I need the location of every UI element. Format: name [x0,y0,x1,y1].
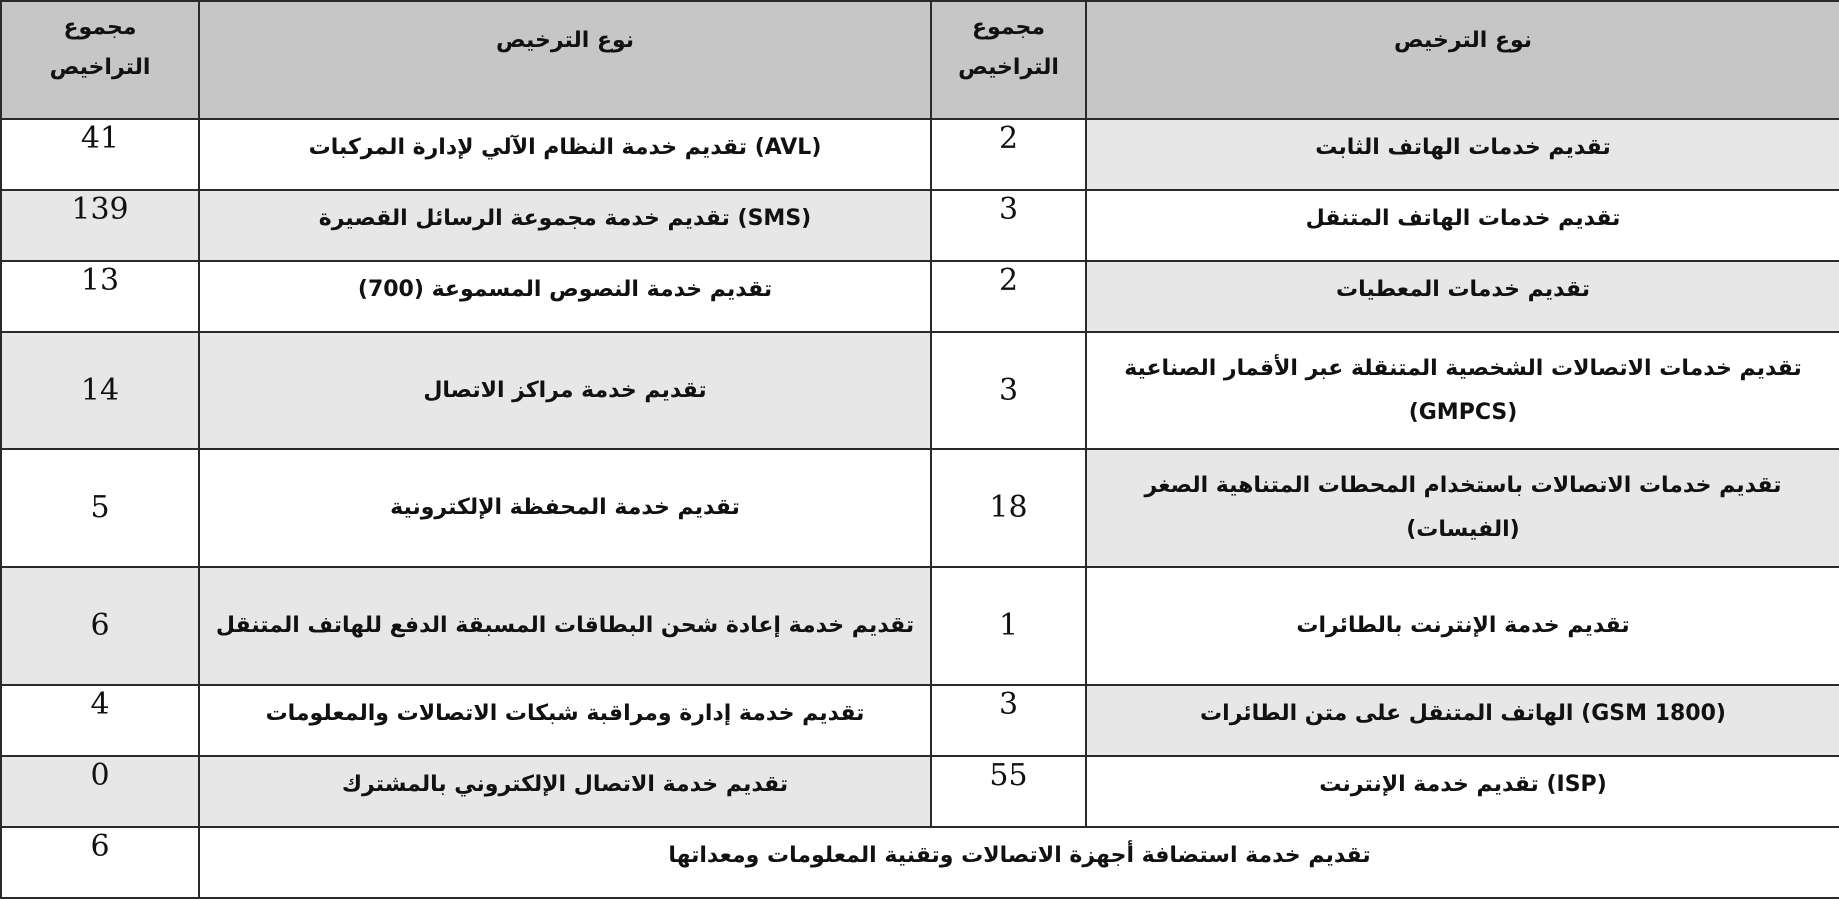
left-count-cell: 6 [1,567,199,685]
right-type-cell: تقديم خدمات الهاتف الثابت [1086,119,1839,190]
left-count-cell: 4 [1,685,199,756]
header-left-type: نوع الترخيص [199,1,931,119]
right-count-cell: 1 [931,567,1086,685]
right-count-cell: 3 [931,685,1086,756]
left-count-cell: 13 [1,261,199,332]
table-row-last [1,827,1839,898]
right-type-cell: (GSM 1800) الهاتف المتنقل على متن الطائرات [1086,685,1839,756]
left-type-cell: تقديم خدمة إدارة ومراقبة شبكات الاتصالات والمعلومات [199,685,931,756]
left-type-cell: (SMS) تقديم خدمة مجموعة الرسائل القصيرة [199,190,931,261]
right-type-cell: تقديم خدمات المعطيات [1086,261,1839,332]
table-row [1,119,1839,190]
left-count-cell: 0 [1,756,199,827]
header-right-count: مجموع التراخيص [931,1,1086,119]
right-count-cell: 55 [931,756,1086,827]
right-count-cell: 18 [931,449,1086,567]
left-type-cell: (AVL) تقديم خدمة النظام الآلي لإدارة المركبات [199,119,931,190]
last-type-cell: تقديم خدمة استضافة أجهزة الاتصالات وتقنية المعلومات ومعداتها [199,827,1839,898]
left-count-cell: 14 [1,332,199,449]
left-type-cell: تقديم خدمة الاتصال الإلكتروني بالمشترك [199,756,931,827]
left-type-cell: تقديم خدمة مراكز الاتصال [199,332,931,449]
table-row [1,685,1839,756]
table-row [1,261,1839,332]
right-type-cell: تقديم خدمات الهاتف المتنقل [1086,190,1839,261]
table-row [1,756,1839,827]
right-count-cell: 3 [931,190,1086,261]
table-row [1,332,1839,449]
left-count-cell: 5 [1,449,199,567]
right-type-cell: تقديم خدمات الاتصالات باستخدام المحطات المتناهية الصغر (الفيسات) [1086,449,1839,567]
table-row [1,567,1839,685]
right-count-cell: 2 [931,261,1086,332]
table-row [1,190,1839,261]
left-type-cell: تقديم خدمة النصوص المسموعة (700) [199,261,931,332]
right-type-cell: تقديم خدمة الإنترنت بالطائرات [1086,567,1839,685]
table-row [1,449,1839,567]
header-left-count: مجموع التراخيص [1,1,199,119]
right-type-cell: تقديم خدمات الاتصالات الشخصية المتنقلة عبر الأقمار الصناعية (GMPCS) [1086,332,1839,449]
left-count-cell: 139 [1,190,199,261]
last-count-cell: 6 [1,827,199,898]
header-right-type: نوع الترخيص [1086,1,1839,119]
right-count-cell: 3 [931,332,1086,449]
left-type-cell: تقديم خدمة إعادة شحن البطاقات المسبقة الدفع للهاتف المتنقل [199,567,931,685]
right-type-cell: (ISP) تقديم خدمة الإنترنت [1086,756,1839,827]
header-row [1,1,1839,119]
right-count-cell: 2 [931,119,1086,190]
left-type-cell: تقديم خدمة المحفظة الإلكترونية [199,449,931,567]
left-count-cell: 41 [1,119,199,190]
